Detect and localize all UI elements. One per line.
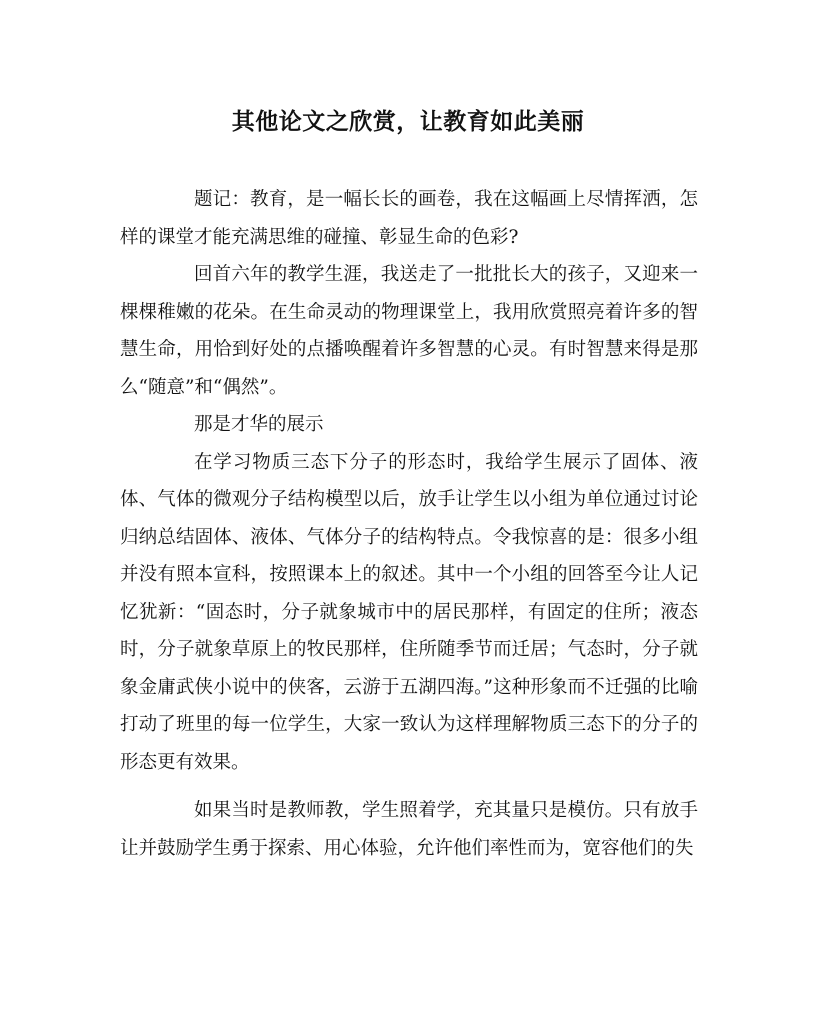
- document-body: [120, 181, 698, 867]
- paragraph-teaching-method: 如果当时是教师教，学生照着学，充其量只是模仿。只有放手让并鼓励学生勇于探索、用心体验，允许他们率性而为，宽容他们的失: [120, 800, 698, 859]
- paragraph-epigraph: 题记：教育，是一幅长长的画卷，我在这幅画上尽情挥洒，怎样的课堂才能充满思维的碰撞、彰显生命的色彩?: [120, 189, 698, 248]
- section-heading-talent: 那是才华的展示: [194, 414, 324, 435]
- document-title: 其他论文之欣赏，让教育如此美丽: [231, 108, 585, 135]
- paragraph-reflection: 回首六年的教学生涯，我送走了一批批长大的孩子，又迎来一棵棵稚嫩的花朵。在生命灵动的物理课堂上，我用欣赏照亮着许多的智慧生命，用恰到好处的点播唤醒着许多智慧的心灵。有时智慧来得是那么“随意”和“偶然”。: [120, 264, 698, 398]
- paragraph-molecule-lesson: 在学习物质三态下分子的形态时，我给学生展示了固体、液体、气体的微观分子结构模型以后，放手让学生以小组为单位通过讨论归纳总结固体、液体、气体分子的结构特点。令我惊喜的是：很多小组并没有照本宣科，按照课本上的叙述。其中一个小组的回答至今让人记忆犹新：“固态时，分子就象城市中的居民那样，有固定的住所；液态时，分子就象草原上的牧民那样，住所随季节而迁居；气态时，分子就象金庸武侠小说中的侠客，云游于五湖四海。”这种形象而不迁强的比喻打动了班里的每一位学生，大家一致认为这样理解物质三态下的分子的形态更有效果。: [120, 451, 698, 773]
